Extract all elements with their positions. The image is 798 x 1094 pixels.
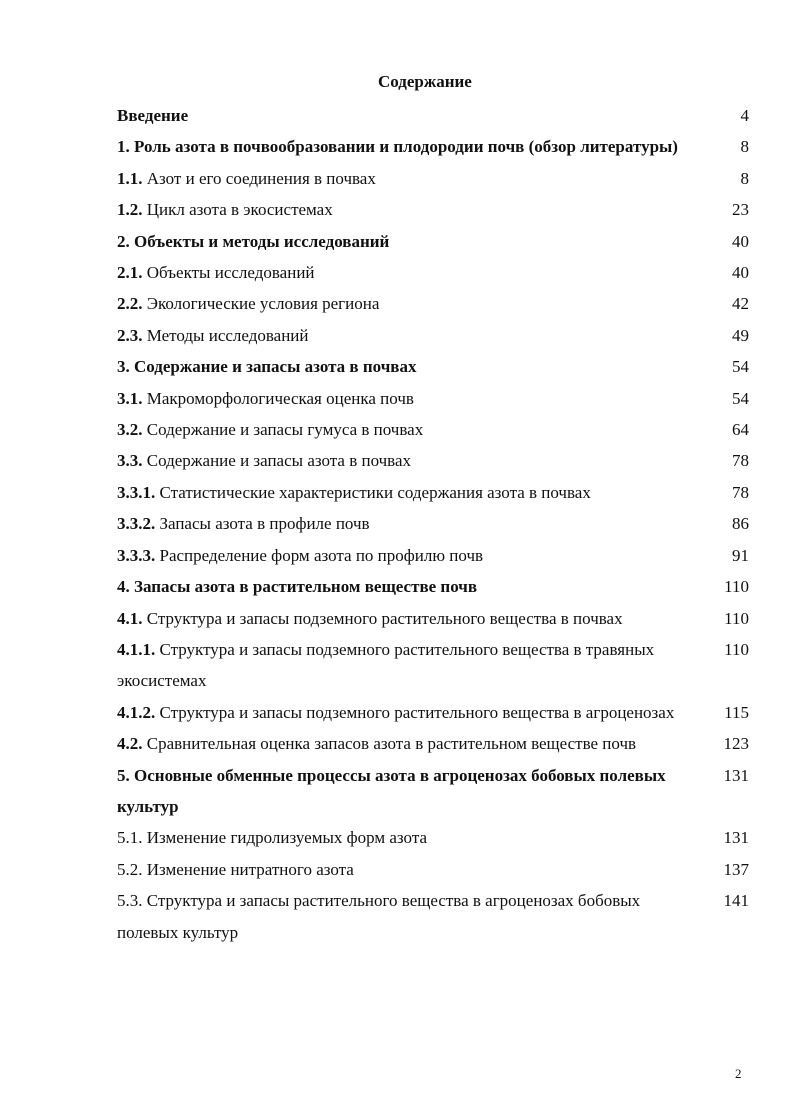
toc-entry-text: Макроморфологическая оценка почв: [146, 388, 414, 408]
toc-entry: [117, 257, 747, 288]
toc-entry: [117, 383, 747, 414]
toc-entry-text: 2. Объекты и методы исследований: [117, 231, 390, 251]
toc-entry-title: [117, 697, 709, 728]
toc-entry: [117, 351, 747, 382]
toc-entry: [117, 100, 747, 131]
toc-entry-title: [117, 634, 709, 697]
toc-entry: [117, 728, 747, 759]
toc-entry-number: 4.1.1.: [117, 639, 156, 659]
toc-entry: [117, 603, 747, 634]
toc-entry-number: 1.1.: [117, 168, 143, 188]
toc-entry: [117, 634, 747, 697]
toc-entry-page: 64: [732, 420, 749, 440]
toc-entry-title: [117, 885, 709, 948]
toc-entry-title: [117, 822, 709, 853]
toc-entry-number: 4.2.: [117, 734, 143, 754]
toc-entry-title: [117, 603, 709, 634]
toc-entry-title: [117, 257, 709, 288]
toc-entry-text: 1. Роль азота в почвообразовании и плодородии почв (обзор литературы): [117, 137, 678, 157]
toc-entry-title: [117, 508, 709, 539]
toc-entry-page: 54: [732, 357, 749, 377]
toc-entry-page: 78: [732, 451, 749, 471]
toc-entry-page: 4: [740, 106, 749, 125]
toc-entry: [117, 131, 747, 162]
toc-entry-page: 42: [732, 294, 749, 314]
toc-entry-page: 49: [732, 325, 749, 345]
toc-entry-number: 1.2.: [117, 200, 143, 220]
toc-entry-page: 123: [723, 734, 749, 754]
toc-entry: [117, 477, 747, 508]
toc-entry-page: 91: [732, 545, 749, 565]
toc-entry-number: 4.1.: [117, 608, 143, 628]
toc-entry: [117, 822, 747, 853]
toc-entry-page: 110: [724, 639, 749, 659]
toc-entry-title: [117, 477, 709, 508]
table-of-contents: [117, 100, 747, 948]
toc-entry: [117, 697, 747, 728]
toc-entry-text: Экологические условия региона: [146, 294, 380, 314]
toc-entry-number: 3.3.3.: [117, 545, 156, 565]
toc-entry-page: 8: [740, 168, 749, 188]
toc-entry-text: Структура и запасы подземного растительного вещества в агроценозах: [159, 702, 675, 722]
toc-entry-text: Распределение форм азота по профилю почв: [159, 545, 484, 565]
toc-entry-text: Структура и запасы подземного растительного вещества в травяных экосистемах: [117, 639, 655, 691]
toc-entry-title: [117, 351, 709, 382]
toc-entry-page: 54: [732, 388, 749, 408]
toc-entry-text: Содержание и запасы гумуса в почвах: [146, 420, 424, 440]
toc-entry-text: 5. Основные обменные процессы азота в агроценозах бобовых полевых культур: [117, 765, 666, 816]
toc-entry-page: 78: [732, 482, 749, 502]
toc-entry-text: Объекты исследований: [146, 263, 315, 283]
toc-entry-number: 4.1.2.: [117, 702, 156, 722]
toc-entry-number: 2.2.: [117, 294, 143, 314]
toc-entry-title: [117, 131, 709, 162]
toc-entry: [117, 288, 747, 319]
toc-entry-number: 2.3.: [117, 325, 143, 345]
toc-entry-page: 131: [723, 828, 749, 848]
toc-entry: [117, 885, 747, 948]
toc-entry-text: Запасы азота в профиле почв: [159, 514, 370, 534]
toc-entry-title: [117, 760, 709, 823]
toc-entry-text: Структура и запасы подземного растительного вещества в почвах: [146, 608, 623, 628]
toc-entry-title: [117, 100, 709, 131]
toc-entry: [117, 760, 747, 823]
page-number: 2: [735, 1066, 742, 1081]
toc-entry-page: 86: [732, 514, 749, 534]
toc-entry-title: [117, 571, 709, 602]
toc-entry-number: 3.3.2.: [117, 514, 156, 534]
toc-entry-page: 110: [724, 577, 749, 597]
toc-entry: [117, 445, 747, 476]
toc-entry-title: [117, 163, 709, 194]
toc-entry: [117, 194, 747, 225]
toc-entry-text: 5.3. Структура и запасы растительного вещества в агроценозах бобовых полевых культур: [117, 891, 641, 942]
toc-entry-number: 3.3.1.: [117, 482, 156, 502]
toc-entry-number: 3.3.: [117, 451, 143, 471]
toc-entry-title: [117, 854, 709, 885]
toc-entry: [117, 163, 747, 194]
toc-entry-page: 23: [732, 200, 749, 220]
toc-entry: [117, 571, 747, 602]
toc-title: Содержание: [378, 72, 472, 91]
toc-entry-title: [117, 320, 709, 351]
toc-entry-page: 115: [724, 702, 749, 722]
toc-entry-text: Методы исследований: [146, 325, 309, 345]
toc-entry-title: [117, 728, 709, 759]
toc-entry-text: 4. Запасы азота в растительном веществе почв: [117, 577, 478, 597]
toc-entry-text: Азот и его соединения в почвах: [146, 168, 376, 188]
toc-entry-title: [117, 445, 709, 476]
toc-entry-page: 131: [723, 765, 749, 785]
toc-entry: [117, 508, 747, 539]
toc-entry-page: 40: [732, 231, 749, 251]
toc-entry-text: Содержание и запасы азота в почвах: [146, 451, 412, 471]
toc-entry-title: [117, 288, 709, 319]
toc-entry-text: 3. Содержание и запасы азота в почвах: [117, 357, 417, 377]
toc-entry-number: 3.2.: [117, 420, 143, 440]
toc-entry-text: Статистические характеристики содержания азота в почвах: [159, 482, 591, 502]
toc-entry-page: 8: [740, 137, 749, 157]
toc-entry-number: 3.1.: [117, 388, 143, 408]
toc-entry: [117, 854, 747, 885]
toc-entry-page: 110: [724, 608, 749, 628]
toc-entry-title: [117, 194, 709, 225]
toc-entry: [117, 540, 747, 571]
toc-entry-text: Введение: [117, 106, 189, 125]
toc-entry: [117, 226, 747, 257]
toc-entry-title: [117, 414, 709, 445]
toc-entry-text: Цикл азота в экосистемах: [146, 200, 333, 220]
toc-entry-page: 137: [723, 859, 749, 879]
toc-entry-page: 40: [732, 263, 749, 283]
toc-entry: [117, 414, 747, 445]
toc-entry-text: 5.2. Изменение нитратного азота: [117, 859, 354, 879]
toc-entry-text: Сравнительная оценка запасов азота в растительном веществе почв: [146, 734, 637, 754]
toc-entry-title: [117, 383, 709, 414]
toc-entry-text: 5.1. Изменение гидролизуемых форм азота: [117, 828, 428, 848]
toc-entry-title: [117, 226, 709, 257]
toc-entry-title: [117, 540, 709, 571]
toc-entry: [117, 320, 747, 351]
toc-entry-page: 141: [723, 891, 749, 911]
toc-entry-number: 2.1.: [117, 263, 143, 283]
